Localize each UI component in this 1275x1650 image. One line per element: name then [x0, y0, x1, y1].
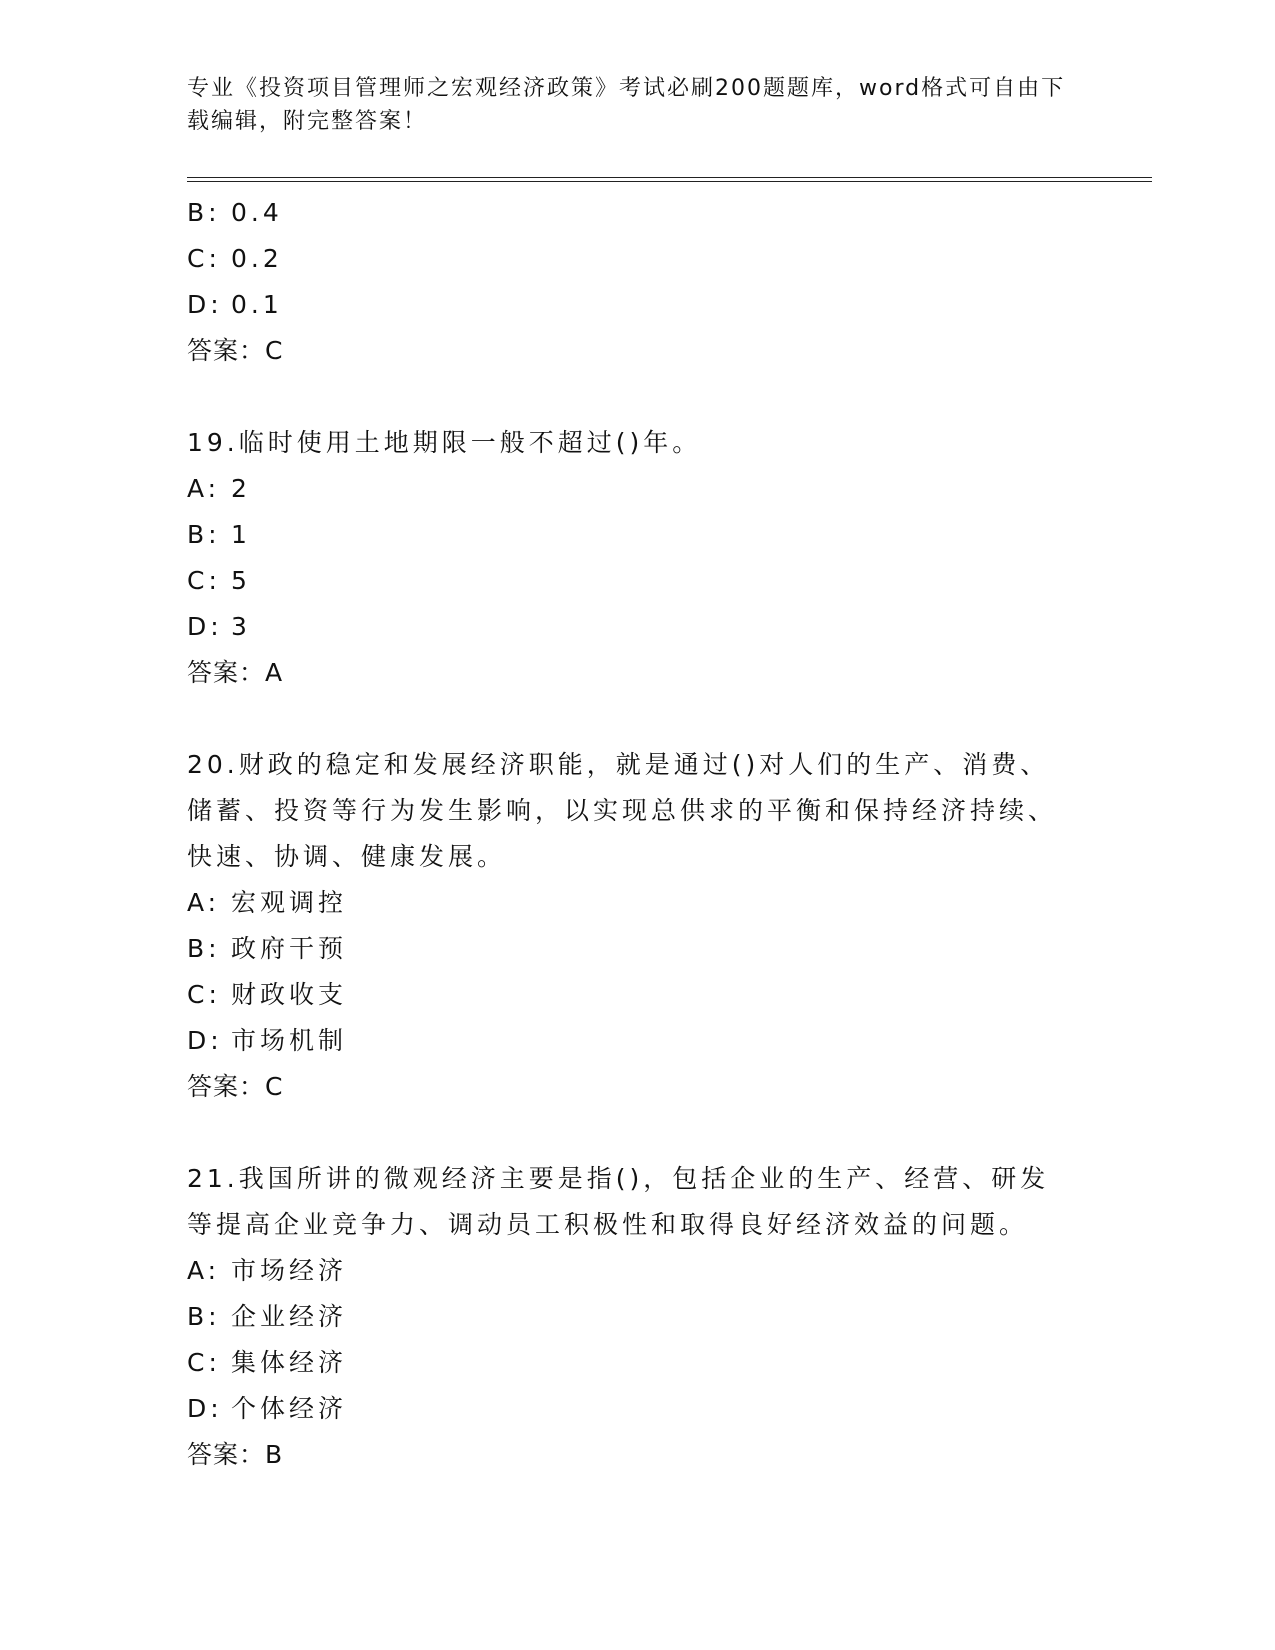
- option-c: [187, 558, 1087, 604]
- option-letter: B:: [187, 1302, 221, 1331]
- option-letter: A:: [187, 474, 221, 503]
- option-letter: B:: [187, 520, 221, 549]
- option-a: [187, 466, 1087, 512]
- option-c: [187, 236, 1087, 282]
- option-letter: D:: [187, 1026, 223, 1055]
- option-text: 个体经济: [231, 1394, 348, 1423]
- previous-question-options: [187, 190, 1087, 374]
- option-text: 0.1: [231, 290, 283, 319]
- option-letter: D:: [187, 612, 223, 641]
- question-19: [187, 420, 1087, 696]
- option-text: 宏观调控: [231, 888, 348, 917]
- option-d: [187, 1018, 1087, 1064]
- option-b: [187, 926, 1087, 972]
- answer-line: 答案：A: [187, 658, 284, 687]
- option-b: [187, 512, 1087, 558]
- option-text: 市场机制: [231, 1026, 348, 1055]
- answer-line: 答案：C: [187, 336, 284, 365]
- option-d: [187, 1386, 1087, 1432]
- header-rule-top: [187, 177, 1152, 178]
- answer-line: 答案：C: [187, 1072, 284, 1101]
- question-text: 21.我国所讲的微观经济主要是指()，包括企业的生产、经营、研发等提高企业竞争力、调动员工积极性和取得良好经济效益的问题。: [187, 1164, 1050, 1239]
- option-text: 财政收支: [231, 980, 348, 1009]
- option-text: 1: [231, 520, 251, 549]
- option-text: 3: [231, 612, 251, 641]
- option-letter: C:: [187, 980, 221, 1009]
- option-a: [187, 1248, 1087, 1294]
- option-letter: A:: [187, 888, 221, 917]
- document-header: 专业《投资项目管理师之宏观经济政策》考试必刷200题题库，word格式可自由下载编辑，附完整答案！: [187, 76, 1066, 134]
- document-body: [187, 190, 1087, 1478]
- option-letter: C:: [187, 1348, 221, 1377]
- option-text: 0.4: [231, 198, 283, 227]
- option-b: [187, 190, 1087, 236]
- question-20: [187, 742, 1087, 1110]
- option-letter: C:: [187, 566, 221, 595]
- option-text: 2: [231, 474, 251, 503]
- option-a: [187, 880, 1087, 926]
- option-text: 0.2: [231, 244, 283, 273]
- option-letter: B:: [187, 198, 221, 227]
- option-letter: A:: [187, 1256, 221, 1285]
- question-text: 20.财政的稳定和发展经济职能，就是通过()对人们的生产、消费、储蓄、投资等行为发生影响，以实现总供求的平衡和保持经济持续、快速、协调、健康发展。: [187, 750, 1058, 871]
- option-c: [187, 972, 1087, 1018]
- option-letter: D:: [187, 1394, 223, 1423]
- option-letter: B:: [187, 934, 221, 963]
- question-text: 19.临时使用土地期限一般不超过()年。: [187, 428, 702, 457]
- option-text: 政府干预: [231, 934, 348, 963]
- option-text: 企业经济: [231, 1302, 348, 1331]
- answer-line: 答案：B: [187, 1440, 284, 1469]
- option-b: [187, 1294, 1087, 1340]
- option-letter: D:: [187, 290, 223, 319]
- option-text: 5: [231, 566, 251, 595]
- option-d: [187, 282, 1087, 328]
- option-text: 市场经济: [231, 1256, 348, 1285]
- option-c: [187, 1340, 1087, 1386]
- header-rule-bottom: [187, 181, 1152, 182]
- option-d: [187, 604, 1087, 650]
- question-21: [187, 1156, 1087, 1478]
- option-letter: C:: [187, 244, 221, 273]
- option-text: 集体经济: [231, 1348, 348, 1377]
